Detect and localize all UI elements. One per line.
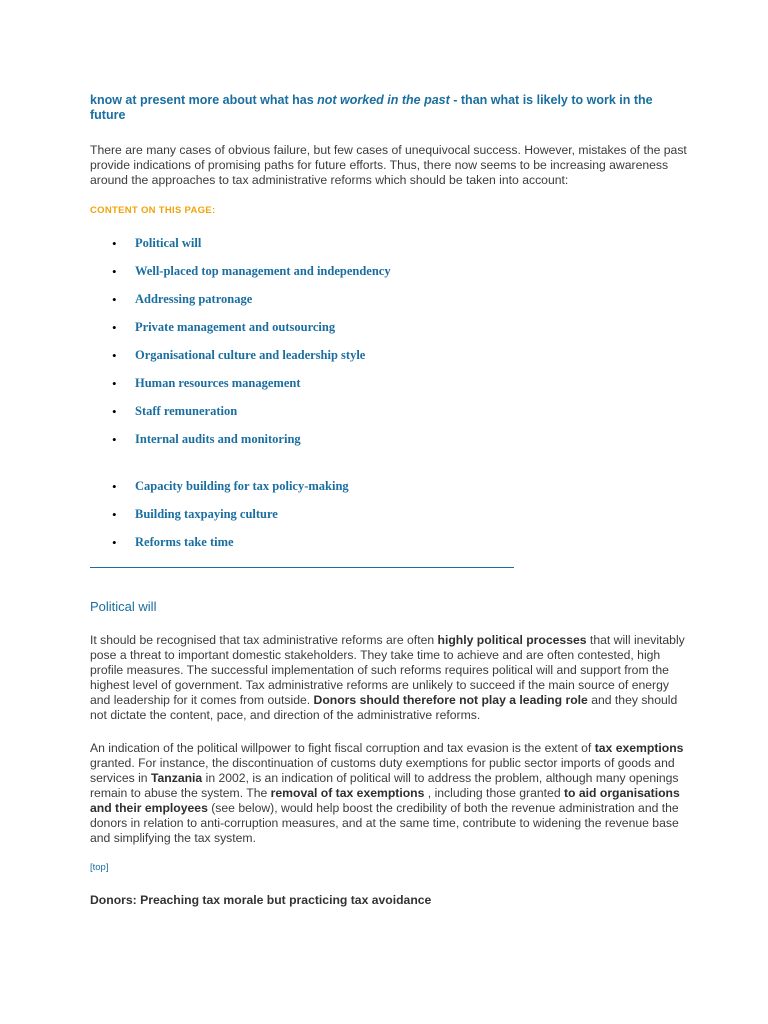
bullet-icon: • — [112, 479, 117, 494]
text-run: An indication of the political willpower to fight fiscal corruption and tax evasion is the extent of — [90, 741, 595, 755]
toc-list-primary — [90, 236, 590, 460]
toc-item — [90, 376, 590, 404]
toc-item — [90, 236, 590, 264]
bullet-icon: • — [112, 236, 117, 251]
toc-item — [90, 348, 590, 376]
bold-run: tax exemptions — [594, 741, 684, 755]
intro-heading-text-end: - than what is likely to work in the future — [90, 93, 653, 122]
bullet-icon: • — [112, 507, 117, 522]
bold-run: Donors should therefore not play a leading role — [313, 693, 588, 707]
bullet-icon: • — [112, 376, 117, 391]
bullet-icon: • — [112, 404, 117, 419]
toc-link[interactable]: Private management and outsourcing — [135, 320, 336, 334]
text-run: , including those granted — [424, 786, 564, 800]
bold-run: to aid organisations and their employees — [90, 786, 680, 815]
toc-link[interactable]: Addressing patronage — [135, 292, 253, 306]
bullet-icon: • — [112, 432, 117, 447]
toc-list-secondary — [90, 479, 590, 563]
toc-item — [90, 432, 590, 460]
toc-item — [90, 264, 590, 292]
bullet-icon: • — [112, 264, 117, 279]
toc-link[interactable]: Human resources management — [135, 376, 301, 390]
political-will-paragraph-1 — [90, 633, 690, 723]
toc-item — [90, 479, 590, 507]
toc-link[interactable]: Capacity building for tax policy-making — [135, 479, 349, 493]
sub-heading: Donors: Preaching tax morale but practicing tax avoidance — [90, 893, 432, 907]
text-run: in 2002, is an indication of political will to address the problem, although many openings remain to abuse the system. The — [90, 771, 679, 800]
intro-heading-text: know at present more about what has — [90, 93, 318, 107]
political-will-paragraph-2 — [90, 741, 690, 846]
toc-link[interactable]: Building taxpaying culture — [135, 507, 278, 521]
toc-link[interactable]: Organisational culture and leadership style — [135, 348, 366, 362]
toc-item — [90, 507, 590, 535]
bold-run: removal of tax exemptions — [270, 786, 425, 800]
text-run: granted. For instance, the discontinuation of customs duty exemptions for public sector imports of goods and services in — [90, 756, 675, 785]
text-run: that will inevitably pose a threat to important domestic stakeholders. They take time to achieve and are often contested, high profile measures. The successful implementation of such reforms requires political will and support from the highest level of government. Tax administrative reforms are unlikely to succeed if the main source of energy and leadership for it comes from outside. — [90, 633, 685, 707]
bullet-icon: • — [112, 320, 117, 335]
toc-item — [90, 535, 590, 563]
intro-heading-emphasis: not worked in the past — [317, 93, 450, 107]
bold-run: highly political processes — [437, 633, 587, 647]
section-title: Political will — [90, 599, 157, 614]
text-run: and they should not dictate the content, pace, and direction of the administrative reforms. — [90, 693, 678, 722]
bold-run: Tanzania — [150, 771, 203, 785]
toc-link[interactable]: Internal audits and monitoring — [135, 432, 301, 446]
intro-paragraph: There are many cases of obvious failure, but few cases of unequivocal success. However, mistakes of the past provide indications of promising paths for future efforts. Thus, there now seems to be increasing awareness around the approaches to tax administrative reforms which should be taken into account: — [90, 143, 687, 187]
toc-item — [90, 404, 590, 432]
bullet-icon: • — [112, 292, 117, 307]
toc-link[interactable]: Political will — [135, 236, 202, 250]
toc-item — [90, 292, 590, 320]
text-run: It should be recognised that tax administrative reforms are often — [90, 633, 438, 647]
bullet-icon: • — [112, 535, 117, 550]
back-to-top-link[interactable]: [top] — [90, 862, 109, 873]
toc-link[interactable]: Well-placed top management and independency — [135, 264, 391, 278]
toc-link[interactable]: Staff remuneration — [135, 404, 238, 418]
text-run: (see below), would help boost the credibility of both the revenue administration and the donors in relation to anti-corruption measures, and at the same time, contribute to widening the revenue base and simplifying the tax system. — [90, 801, 679, 845]
section-divider — [90, 567, 514, 568]
toc-label: CONTENT ON THIS PAGE: — [90, 205, 216, 216]
toc-item — [90, 320, 590, 348]
bullet-icon: • — [112, 348, 117, 363]
toc-link[interactable]: Reforms take time — [135, 535, 234, 549]
intro-heading — [90, 93, 690, 123]
